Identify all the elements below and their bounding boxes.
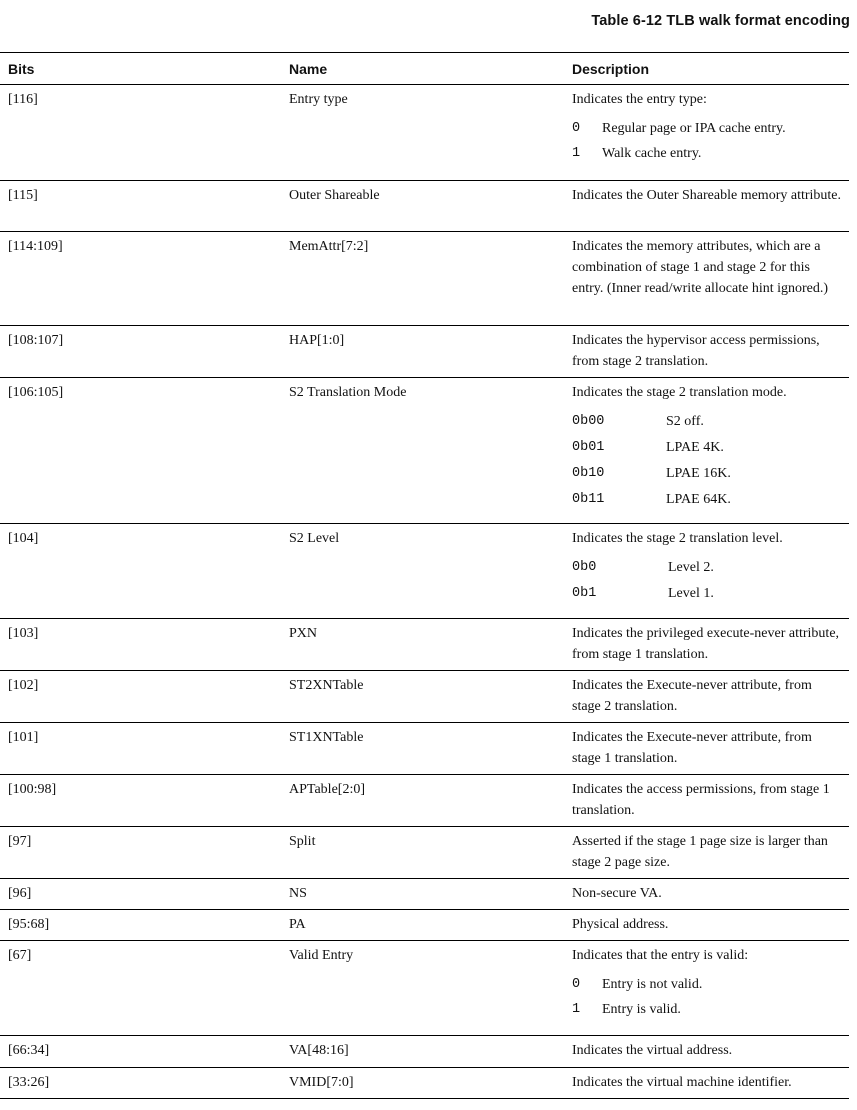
description-cell: Indicates the Execute-never attribute, from stage 1 translation. <box>572 730 812 766</box>
encoding-meaning: Entry is not valid. <box>602 977 703 992</box>
name-cell: Valid Entry <box>289 948 354 963</box>
encoding-entry <box>572 463 843 484</box>
table-row <box>0 326 849 378</box>
description-cell: Indicates the privileged execute-never attribute, from stage 1 translation. <box>572 626 840 662</box>
bits-cell: [96] <box>8 886 32 901</box>
encoding-entry <box>572 583 843 604</box>
encoding-entry <box>572 437 843 458</box>
encoding-meaning: Level 2. <box>668 560 714 575</box>
name-cell: Entry type <box>289 92 348 107</box>
table-row <box>0 827 849 879</box>
description-cell: Indicates the virtual machine identifier. <box>572 1075 792 1090</box>
encoding-entry <box>572 999 843 1020</box>
encoding-meaning: LPAE 64K. <box>666 492 731 507</box>
name-cell: Split <box>289 834 316 849</box>
encoding-entry <box>572 974 843 995</box>
name-cell: Outer Shareable <box>289 188 380 203</box>
bits-cell: [95:68] <box>8 917 50 932</box>
description-text: Indicates the stage 2 translation mode. <box>572 385 787 400</box>
bits-cell: [97] <box>8 834 32 849</box>
description-cell <box>564 941 849 1035</box>
encoding-meaning: Walk cache entry. <box>602 146 702 161</box>
encoding-code: 0b0 <box>572 560 597 575</box>
description-cell: Non-secure VA. <box>572 886 662 901</box>
description-text: Indicates the entry type: <box>572 92 707 107</box>
table-row <box>0 775 849 827</box>
bits-cell: [67] <box>8 948 32 963</box>
table-header-row <box>0 53 849 85</box>
encoding-code: 1 <box>572 146 581 161</box>
encoding-entry <box>572 143 843 164</box>
name-cell: APTable[2:0] <box>289 782 366 797</box>
name-cell: S2 Level <box>289 531 340 546</box>
name-cell: S2 Translation Mode <box>289 385 407 400</box>
description-cell: Asserted if the stage 1 page size is larger than stage 2 page size. <box>572 834 828 870</box>
encoding-code: 0 <box>572 977 581 992</box>
bits-cell: [104] <box>8 531 39 546</box>
encoding-meaning: Entry is valid. <box>602 1002 681 1017</box>
table-row <box>0 378 849 524</box>
description-cell: Indicates the memory attributes, which are a combination of stage 1 and stage 2 for this entry. (Inner read/write allocate hint ignored.) <box>572 239 829 296</box>
name-cell: HAP[1:0] <box>289 333 345 348</box>
bits-cell: [66:34] <box>8 1043 50 1058</box>
table-row <box>0 232 849 326</box>
encoding-code: 1 <box>572 1002 581 1017</box>
encoding-entry <box>572 411 843 432</box>
encoding-meaning: LPAE 16K. <box>666 466 731 481</box>
bits-cell: [115] <box>8 188 38 203</box>
description-cell: Indicates the virtual address. <box>572 1043 733 1058</box>
description-text: Indicates that the entry is valid: <box>572 948 749 963</box>
description-cell: Indicates the Outer Shareable memory attribute. <box>572 188 842 203</box>
description-cell <box>564 378 849 523</box>
name-cell: PA <box>289 917 306 932</box>
description-cell: Indicates the Execute-never attribute, from stage 2 translation. <box>572 678 812 714</box>
bits-cell: [114:109] <box>8 239 63 254</box>
bits-cell: [103] <box>8 626 39 641</box>
name-cell: VA[48:16] <box>289 1043 349 1058</box>
name-cell: VMID[7:0] <box>289 1075 354 1090</box>
table-row <box>0 524 849 619</box>
bits-cell: [101] <box>8 730 39 745</box>
header-description: Description <box>572 61 650 77</box>
table-row <box>0 1068 849 1099</box>
name-cell: NS <box>289 886 307 901</box>
description-cell: Indicates the hypervisor access permissions, from stage 2 translation. <box>572 333 820 369</box>
bits-cell: [108:107] <box>8 333 64 348</box>
tlb-walk-format-table <box>0 52 849 1099</box>
table-row <box>0 879 849 910</box>
bits-cell: [100:98] <box>8 782 57 797</box>
description-cell: Indicates the access permissions, from stage 1 translation. <box>572 782 830 818</box>
encoding-meaning: Regular page or IPA cache entry. <box>602 121 786 136</box>
table-row <box>0 941 849 1036</box>
table-row <box>0 85 849 181</box>
table-row <box>0 619 849 671</box>
header-bits: Bits <box>8 61 35 77</box>
encoding-code: 0b10 <box>572 466 605 481</box>
bits-cell: [102] <box>8 678 39 693</box>
table-row <box>0 910 849 941</box>
encoding-meaning: Level 1. <box>668 586 714 601</box>
encoding-meaning: LPAE 4K. <box>666 440 724 455</box>
name-cell: MemAttr[7:2] <box>289 239 369 254</box>
encoding-code: 0b11 <box>572 492 605 507</box>
table-row <box>0 1036 849 1068</box>
name-cell: ST2XNTable <box>289 678 364 693</box>
description-text: Indicates the stage 2 translation level. <box>572 531 783 546</box>
bits-cell: [116] <box>8 92 38 107</box>
encoding-entry <box>572 489 843 510</box>
description-cell: Physical address. <box>572 917 669 932</box>
description-cell <box>564 85 849 180</box>
encoding-code: 0b00 <box>572 414 605 429</box>
bits-cell: [106:105] <box>8 385 64 400</box>
name-cell: PXN <box>289 626 318 641</box>
bits-cell: [33:26] <box>8 1075 50 1090</box>
encoding-code: 0b1 <box>572 586 597 601</box>
table-row <box>0 671 849 723</box>
encoding-entry <box>572 118 843 139</box>
table-row <box>0 723 849 775</box>
description-cell <box>564 524 849 618</box>
encoding-meaning: S2 off. <box>666 414 704 429</box>
encoding-entry <box>572 557 843 578</box>
table-caption: Table 6-12 TLB walk format encoding <box>591 13 850 29</box>
header-name: Name <box>289 61 328 77</box>
table-row <box>0 181 849 232</box>
encoding-code: 0b01 <box>572 440 605 455</box>
encoding-code: 0 <box>572 121 581 136</box>
name-cell: ST1XNTable <box>289 730 364 745</box>
